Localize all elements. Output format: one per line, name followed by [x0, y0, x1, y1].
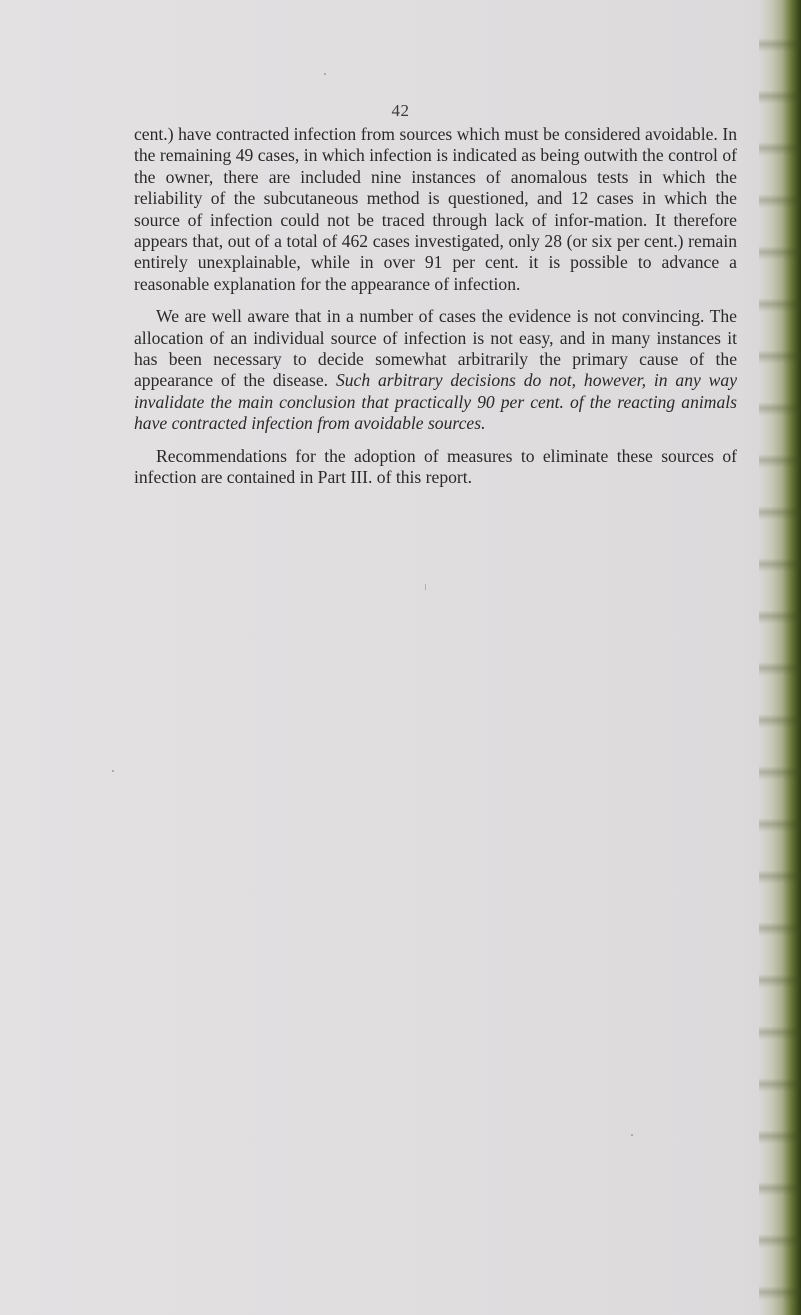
paragraph-2-italic-text: Such arbitrary decisions do not, however, in any way invalidate the main conclusion that practically 90 per cent. of the reacting animals have contracted infection from avoidable sources.: [134, 370, 738, 434]
paragraph-3-text: Recommendations for the adoption of measures to eliminate these sources of infection are contained in Part III. of this report.: [134, 445, 737, 488]
paper-speck: [112, 770, 114, 772]
paragraph-2-text: We are well aware that in a number of cases the evidence is not convincing. The allocation of an individual source of infection is not easy, and in many instances it has been necessary to decide somewhat arbitrarily the primary cause of the appearance of the disease.: [134, 306, 737, 391]
paper-speck: [631, 1134, 633, 1136]
paper-speck: [324, 73, 326, 75]
paper-speck: [425, 584, 426, 590]
paragraph-1-text: cent.) have contracted infection from sources which must be considered avoidable. In the remaining 49 cases, in which infection is indicated as being outwith the control of the owner, there are included nine instances of anomalous tests in which the reliability of the subcutaneous method is questioned, and 12 cases in which the source of infection could not be traced through lack of infor-mation. It therefore appears that, out of a total of 462 cases investigated, only 28 (or six per cent.) remain entirely unexplainable, while in over 91 per cent. it is possible to advance a reasonable explanation for the appearance of infection.: [134, 124, 737, 294]
body-text: [134, 124, 737, 500]
book-spine-shadow: [759, 0, 801, 1315]
page-number: 42: [391, 101, 410, 120]
paragraph-2: [134, 306, 737, 434]
paragraph-3: [134, 446, 737, 489]
paragraph-1: [134, 124, 737, 295]
